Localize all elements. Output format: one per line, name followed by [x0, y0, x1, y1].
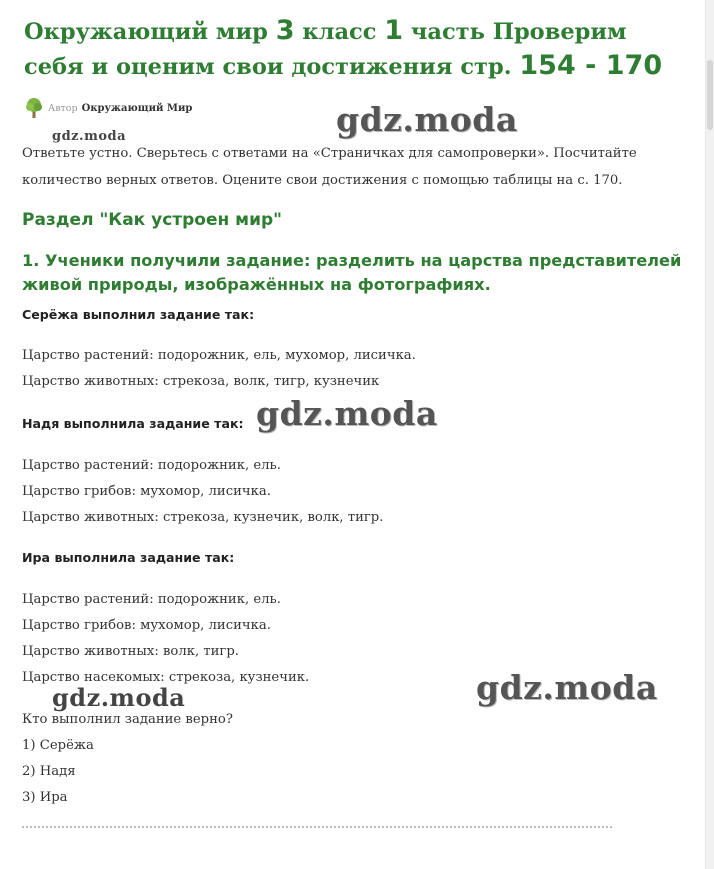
part-number: 1	[384, 15, 404, 46]
watermark: gdz.moda	[336, 100, 518, 139]
answer-line: Царство животных: стрекоза, кузнечик, волк, тигр.	[22, 510, 384, 525]
watermark: gdz.moda	[52, 129, 127, 144]
answer-line: Царство насекомых: стрекоза, кузнечик.	[22, 670, 310, 685]
scrollbar-thumb[interactable]	[707, 60, 713, 130]
section-heading: Раздел "Как устроен мир"	[22, 210, 283, 230]
answer-line: Царство растений: подорожник, ель, мухомор, лисичка.	[22, 348, 416, 363]
page-title	[24, 14, 684, 84]
seryozha-heading: Серёжа выполнил задание так:	[22, 307, 255, 322]
answer-option: 2) Надя	[22, 764, 76, 779]
watermark: gdz.moda	[52, 683, 186, 712]
answer-line: Царство растений: подорожник, ель.	[22, 592, 281, 607]
answer-line: Царство грибов: мухомор, лисичка.	[22, 618, 271, 633]
question-heading: 1. Ученики получили задание: разделить на царства представителей живой природы, изображённых на фотографиях.	[22, 251, 682, 294]
ira-heading: Ира выполнила задание так:	[22, 550, 235, 565]
watermark: gdz.moda	[476, 668, 658, 707]
author-label: Автор	[48, 102, 78, 114]
title-text: часть Проверим себя и оценим свои достижения стр.	[24, 19, 627, 80]
title-text: класс	[294, 19, 385, 45]
tree-icon	[24, 97, 44, 119]
cut-off-text-line	[22, 826, 612, 834]
author-name[interactable]: Окружающий Мир	[81, 102, 193, 114]
scrollbar[interactable]	[705, 0, 714, 869]
title-text: Окружающий мир	[24, 19, 276, 45]
answer-option: 1) Серёжа	[22, 738, 94, 753]
watermark: gdz.moda	[256, 394, 438, 433]
nadya-heading: Надя выполнила задание так:	[22, 416, 244, 431]
page-range: 154 - 170	[519, 50, 663, 81]
author-byline	[24, 97, 192, 119]
answer-option: 3) Ира	[22, 790, 68, 805]
answer-line: Царство растений: подорожник, ель.	[22, 458, 281, 473]
question-prompt: Кто выполнил задание верно?	[22, 712, 233, 727]
answer-line: Царство животных: волк, тигр.	[22, 644, 239, 659]
answer-line: Царство грибов: мухомор, лисичка.	[22, 484, 271, 499]
intro-text: Ответьте устно. Сверьтесь с ответами на «Страничках для самопроверки». Посчитайте количество верных ответов. Оцените свои достижения с помощью таблицы на с. 170.	[22, 146, 637, 188]
answer-line: Царство животных: стрекоза, волк, тигр, кузнечик	[22, 374, 380, 389]
grade-number: 3	[275, 15, 295, 46]
